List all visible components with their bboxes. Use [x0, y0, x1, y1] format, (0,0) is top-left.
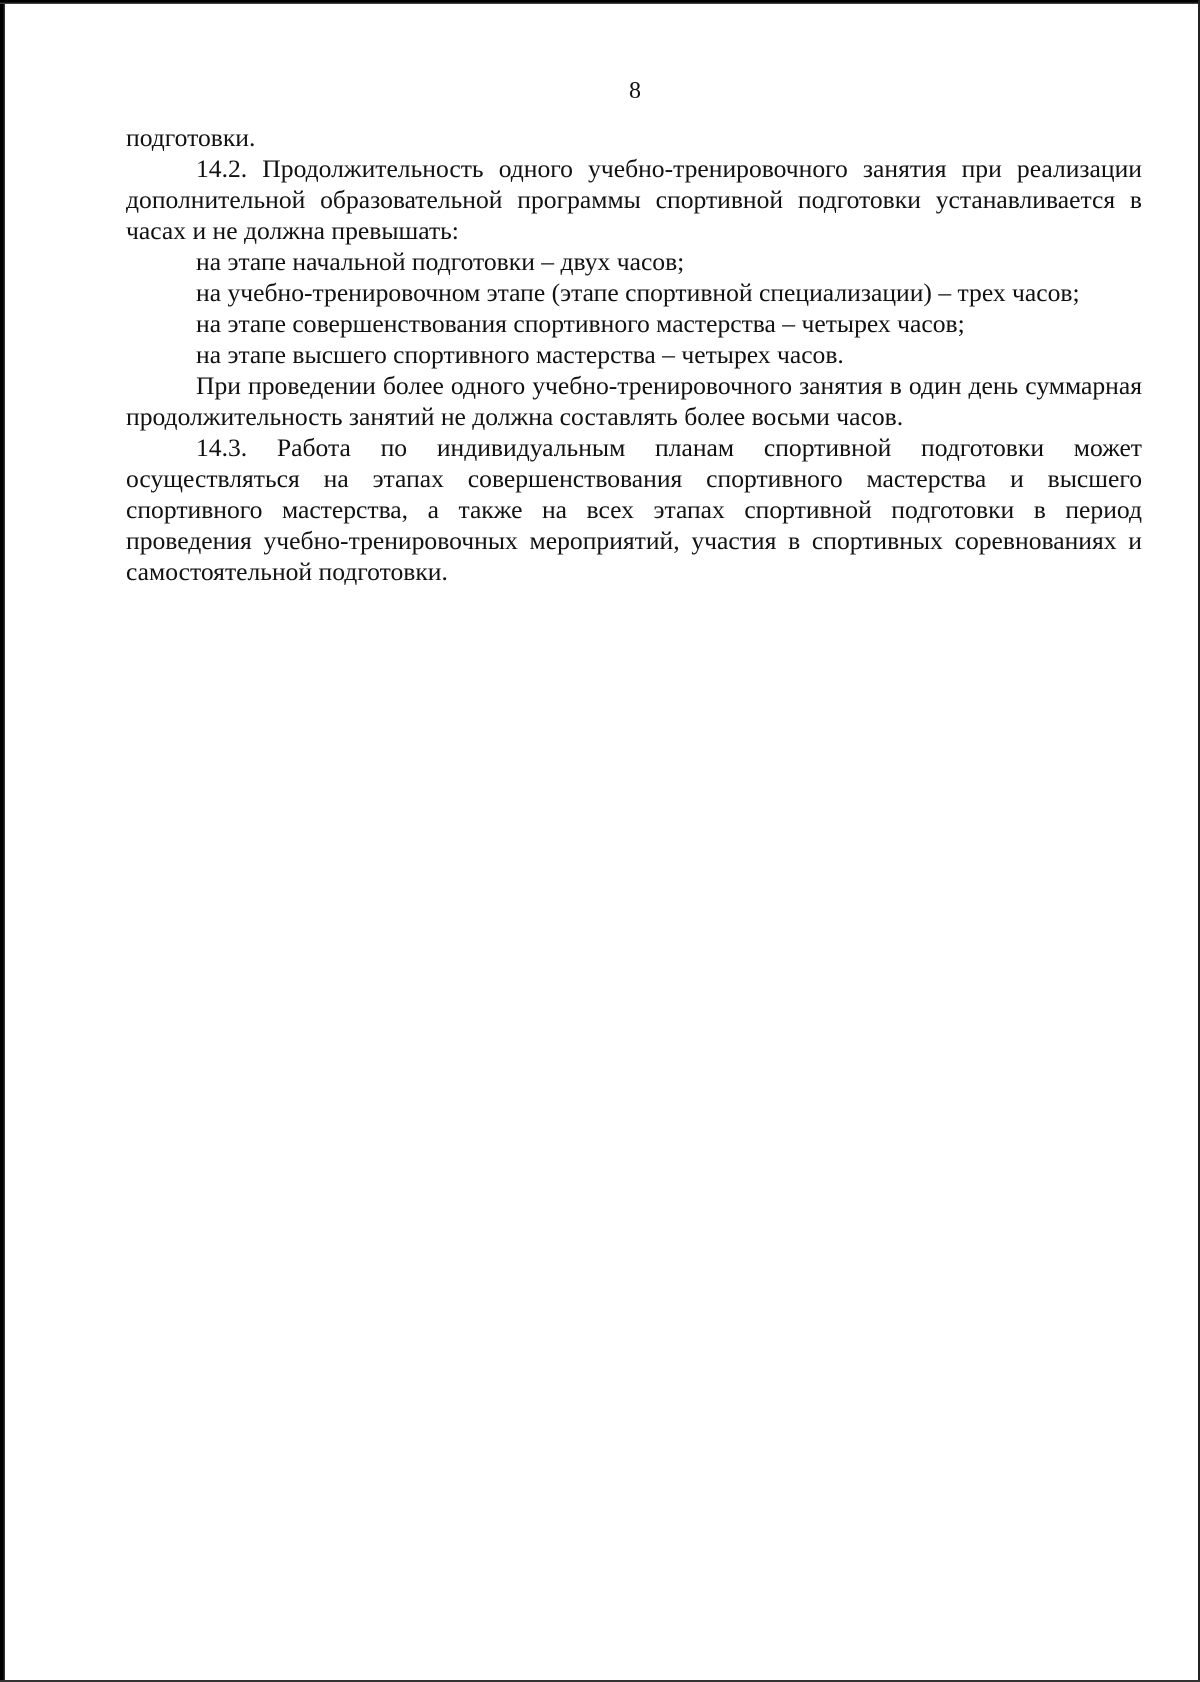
paragraph-continuation: подготовки. [126, 123, 256, 152]
document-body [126, 122, 1142, 587]
paragraph-highest-stage: на этапе высшего спортивного мастерства – четырех часов. [196, 340, 844, 369]
paragraph-training-stage: на учебно-тренировочном этапе (этапе спортивной специализации) – трех часов; [196, 278, 1080, 307]
paragraph-improvement-stage: на этапе совершенствования спортивного мастерства – четырех часов; [196, 309, 965, 338]
page-number: 8 [629, 78, 641, 104]
paragraph-initial-stage: на этапе начальной подготовки – двух часов; [196, 247, 685, 276]
scan-edge-top [0, 0, 1200, 4]
paragraph-14-2: 14.2. Продолжительность одного учебно-тренировочного занятия при реализации дополнительной образовательной программы спортивной подготовки устанавливается в часах и не должна превышать: [126, 154, 1142, 245]
paragraph-14-3: 14.3. Работа по индивидуальным планам спортивной подготовки может осуществляться на этапах совершенствования спортивного мастерства и высшего спортивного мастерства, а также на всех этапах спортивной подготовки в период проведения учебно-тренировочных мероприятий, участия в спортивных соревнованиях и самостоятельной подготовки. [126, 433, 1142, 586]
paragraph-multiple-sessions: При проведении более одного учебно-тренировочного занятия в один день суммарная продолжительность занятий не должна составлять более восьми часов. [126, 371, 1142, 431]
scan-edge-left [0, 0, 5, 1682]
